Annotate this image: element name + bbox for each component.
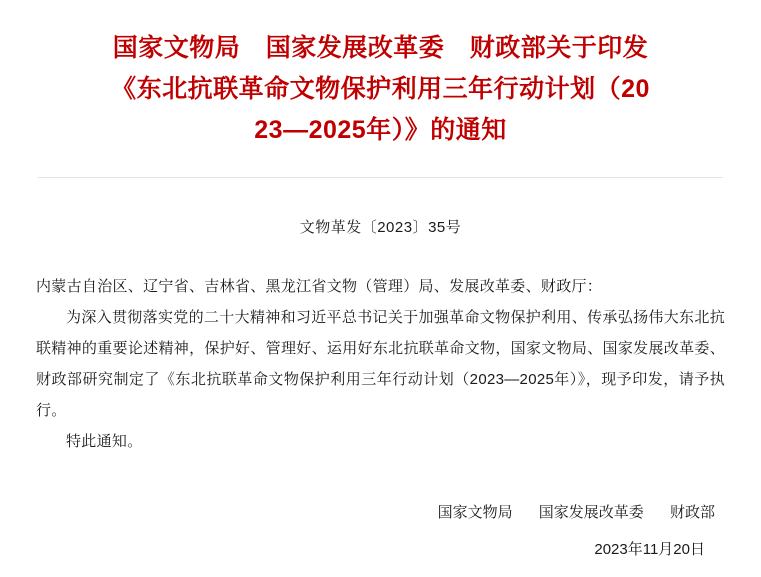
signatory-1: 国家文物局 bbox=[437, 504, 513, 521]
signatory-2: 国家发展改革委 bbox=[538, 504, 644, 521]
signatory-3: 财政部 bbox=[669, 504, 715, 521]
signatories bbox=[36, 497, 715, 528]
signature-block bbox=[36, 497, 725, 565]
title-divider bbox=[38, 177, 723, 178]
recipients-line: 内蒙古自治区、辽宁省、吉林省、黑龙江省文物（管理）局、发展改革委、财政厅： bbox=[36, 278, 603, 295]
signature-date: 2023年11月20日 bbox=[594, 541, 705, 558]
document-body bbox=[36, 271, 725, 457]
title-line-2: 《东北抗联革命文物保护利用三年行动计划（20 bbox=[111, 75, 650, 103]
body-paragraph-2: 特此通知。 bbox=[66, 433, 143, 450]
page-title bbox=[36, 0, 725, 151]
document-number: 文物革发〔2023〕35号 bbox=[299, 219, 462, 236]
title-line-3: 23—2025年）》的通知 bbox=[254, 116, 507, 144]
title-line-1: 国家文物局 国家发展改革委 财政部关于印发 bbox=[112, 34, 649, 62]
body-paragraph-1: 为深入贯彻落实党的二十大精神和习近平总书记关于加强革命文物保护利用、传承弘扬伟大东北抗联精神的重要论述精神，保护好、管理好、运用好东北抗联革命文物，国家文物局、国家发展改革委、财政部研究制定了《东北抗联革命文物保护利用三年行动计划（2023—2025年）》，现予印发，请予执行。 bbox=[36, 309, 725, 419]
